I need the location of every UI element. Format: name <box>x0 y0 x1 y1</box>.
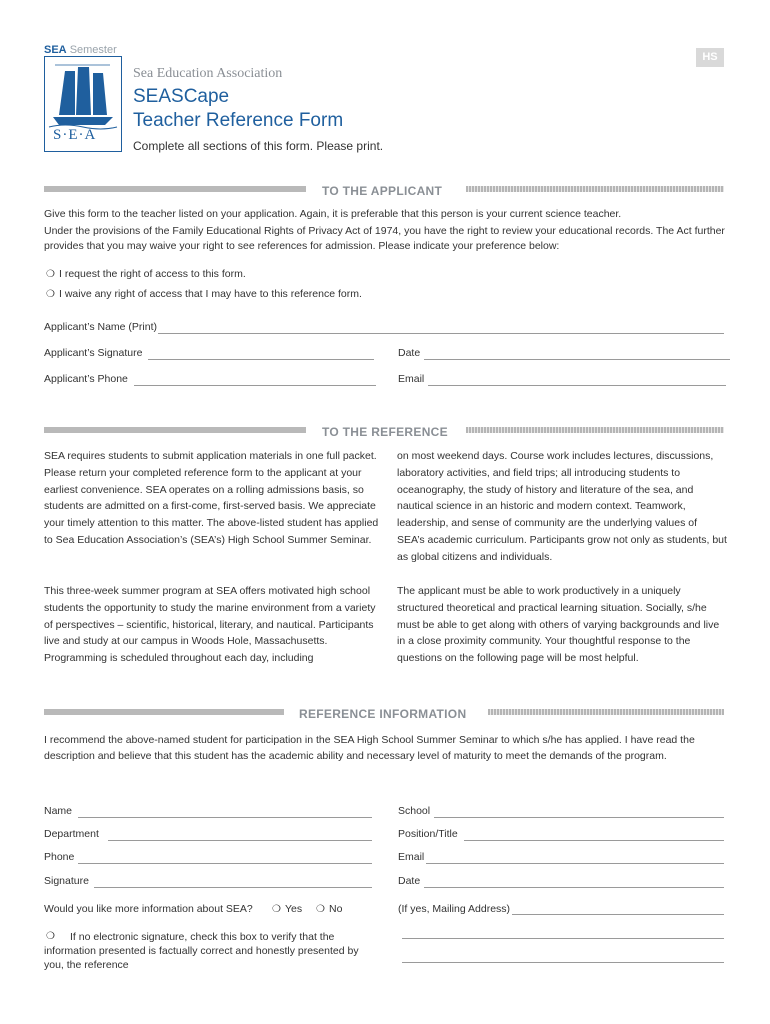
more-info-yes[interactable] <box>272 903 302 915</box>
form-title-line1: SEASCape <box>133 86 230 107</box>
verify-checkbox-row[interactable] <box>44 930 374 972</box>
ref-signature-label: Signature <box>44 875 89 887</box>
brand-wordmark <box>44 44 117 56</box>
section-bar-left <box>44 186 306 192</box>
applicant-signature-field[interactable] <box>148 359 374 360</box>
ref-school-field[interactable] <box>434 817 724 818</box>
ref-phone-field[interactable] <box>78 863 372 864</box>
applicant-email-label: Email <box>398 373 425 385</box>
ref-school-label: School <box>398 805 431 817</box>
form-title-line2: Teacher Reference Form <box>133 110 344 131</box>
section-bar-left <box>44 709 284 715</box>
sea-logo <box>44 56 122 152</box>
option-request-access[interactable] <box>46 268 246 280</box>
mailing-address-field-3[interactable] <box>402 962 724 963</box>
applicant-para1: Give this form to the teacher listed on your application. Again, it is preferable that this person is your current science teacher. <box>44 208 622 220</box>
applicant-name-label: Applicant’s Name (Print) <box>44 321 158 333</box>
radio-circle-icon[interactable]: ❍ <box>272 904 281 915</box>
hs-badge: HS <box>696 48 724 67</box>
option-request-label: I request the right of access to this form. <box>59 268 246 280</box>
verify-text: If no electronic signature, check this box to verify that the information presented is factually correct and honestly presented by you, the reference <box>44 931 359 971</box>
applicant-email-field[interactable] <box>428 385 726 386</box>
applicant-name-field[interactable] <box>158 333 724 334</box>
applicant-para2: Under the provisions of the Family Educational Rights of Privacy Act of 1974, you have the right to review your educational records. The Act further provides that you may waive your right to see references for admission. Please indicate your preference below: <box>44 225 725 252</box>
ref-name-label: Name <box>44 805 73 817</box>
mailing-address-field-2[interactable] <box>402 938 724 939</box>
section-bar-left <box>44 427 306 433</box>
applicant-phone-label: Applicant’s Phone <box>44 373 128 385</box>
ref-position-field[interactable] <box>464 840 724 841</box>
applicant-date-field[interactable] <box>424 359 730 360</box>
ref-department-label: Department <box>44 828 99 840</box>
checkbox-circle-icon[interactable]: ❍ <box>46 931 55 942</box>
section-bar-right <box>466 427 724 433</box>
applicant-phone-field[interactable] <box>134 385 376 386</box>
brand-sea: SEA <box>44 44 67 56</box>
ref-signature-field[interactable] <box>94 887 372 888</box>
section-bar-right <box>466 186 724 192</box>
mailing-address-label: (If yes, Mailing Address) <box>398 903 511 915</box>
ref-email-field[interactable] <box>426 863 724 864</box>
applicant-date-label: Date <box>398 347 421 359</box>
info-intro: I recommend the above-named student for participation in the SEA High School Summer Seminar to which s/he has applied. I have read the description and believe that this student has the academic ability and necessary level of maturity to meet the demands of the program. <box>44 734 695 762</box>
ref-date-label: Date <box>398 875 421 887</box>
applicant-signature-label: Applicant’s Signature <box>44 347 143 359</box>
no-label: No <box>329 903 343 915</box>
radio-circle-icon[interactable]: ❍ <box>46 289 55 300</box>
section-bar-right <box>488 709 724 715</box>
option-waive-label: I waive any right of access that I may have to this reference form. <box>59 288 362 300</box>
ref-date-field[interactable] <box>424 887 724 888</box>
logo-text: S·E·A <box>53 127 97 143</box>
reference-left-para2: This three-week summer program at SEA offers motivated high school students the opportunity to study the marine environment from a variety of perspectives – scientific, historical, literary, and nautical. Participants live and study at our campus in Woods Hole, Massachusetts. Programming is scheduled throughout each day, including <box>44 585 376 665</box>
reference-right-para1: on most weekend days. Course work includes lectures, discussions, laboratory activities, and field trips; all introducing students to oceanography, the study of history and literature of the sea, and nautical science in an historic and modern context. Teamwork, leadership, and sense of community are the underlying values of SEA’s academic curriculum. Participants grow not only as students, but as global citizens and individuals. <box>397 450 727 563</box>
ref-email-label: Email <box>398 851 425 863</box>
ref-name-field[interactable] <box>78 817 372 818</box>
more-info-no[interactable] <box>316 903 342 915</box>
mailing-address-field-1[interactable] <box>512 914 724 915</box>
ref-department-field[interactable] <box>108 840 372 841</box>
yes-label: Yes <box>285 903 303 915</box>
more-info-question: Would you like more information about SEA? <box>44 903 253 915</box>
org-name: Sea Education Association <box>133 66 283 81</box>
brand-semester: Semester <box>69 44 117 56</box>
radio-circle-icon[interactable]: ❍ <box>316 904 325 915</box>
info-heading: REFERENCE INFORMATION <box>299 707 467 721</box>
reference-heading: TO THE REFERENCE <box>322 425 448 439</box>
form-instruction: Complete all sections of this form. Please print. <box>133 139 384 153</box>
ref-phone-label: Phone <box>44 851 75 863</box>
reference-left-para1: SEA requires students to submit application materials in one full packet. Please return your completed reference form to the applicant at your earliest convenience. SEA operates on a rolling admissions basis, so students are admitted on a first-come, first-served basis. We appreciate your timely attention to this matter. The above-listed student has applied to Sea Education Association’s (SEA’s) High School Summer Seminar. <box>44 450 379 546</box>
reference-right-para2: The applicant must be able to work productively in a uniquely structured theoretical and practical learning situation. Socially, s/he must be able to get along with others of varying backgrounds and live in a close proximity community. Your thoughtful response to the questions on the following page will be most helpful. <box>397 585 720 665</box>
option-waive-access[interactable] <box>46 288 362 300</box>
applicant-heading: TO THE APPLICANT <box>322 184 443 198</box>
radio-circle-icon[interactable]: ❍ <box>46 269 55 280</box>
ref-position-label: Position/Title <box>398 828 458 840</box>
